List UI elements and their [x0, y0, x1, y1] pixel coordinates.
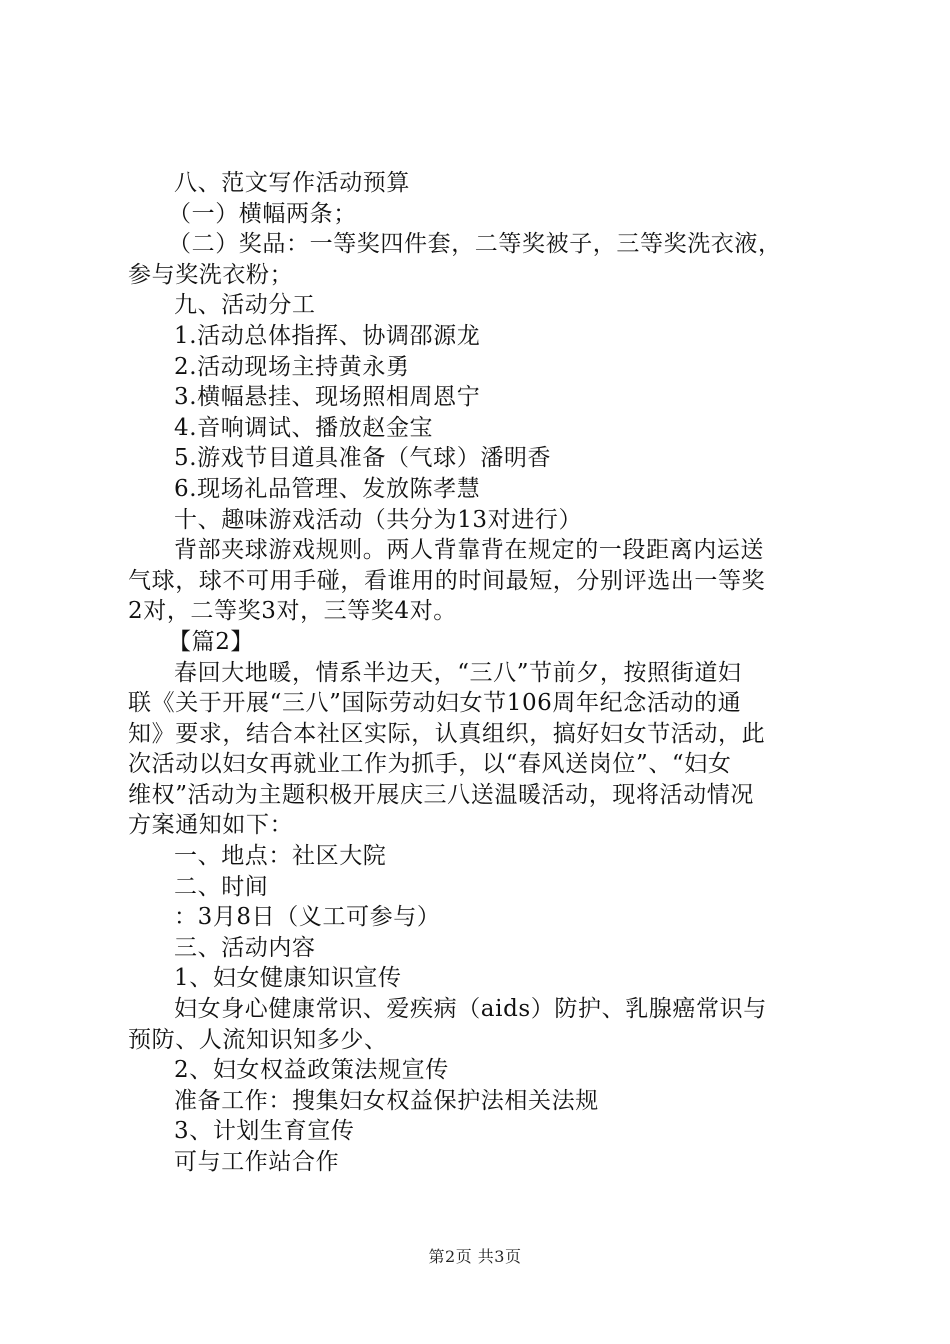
text-line: 1.活动总体指挥、协调邵源龙 — [174, 322, 481, 349]
text-line: 预防、人流知识知多少、 — [128, 1026, 388, 1053]
text-line: 维权”活动为主题积极开展庆三八送温暖活动，现将活动情况 — [128, 781, 754, 808]
text-line: 5.游戏节目道具准备（气球）潘明香 — [174, 445, 552, 472]
text-line: （二）奖品：一等奖四件套，二等奖被子，三等奖洗衣液， — [168, 231, 782, 258]
text-line: 1、妇女健康知识宣传 — [174, 965, 402, 992]
text-line: 春回大地暖，情系半边天，“三八”节前夕，按照街道妇 — [174, 659, 742, 686]
text-line: 6.现场礼品管理、发放陈孝慧 — [174, 475, 481, 502]
page-footer — [0, 1244, 950, 1267]
text-line: 【篇2】 — [168, 628, 255, 655]
text-line: 气球，球不可用手碰，看谁用的时间最短，分别评选出一等奖 — [128, 567, 766, 594]
text-line: 方案通知如下： — [128, 812, 294, 839]
text-line: 妇女身心健康常识、爱疾病（aids）防护、乳腺癌常识与 — [174, 996, 767, 1023]
text-line: 2.活动现场主持黄永勇 — [174, 353, 410, 380]
text-line: 可与工作站合作 — [174, 1149, 340, 1175]
text-line: 八、范文写作活动预算 — [174, 170, 410, 196]
text-line: 参与奖洗衣粉； — [128, 261, 294, 288]
text-line: 2、妇女权益政策法规宣传 — [174, 1057, 449, 1084]
text-line: 准备工作：搜集妇女权益保护法相关法规 — [174, 1087, 599, 1114]
text-line: 联《关于开展“三八”国际劳动妇女节106周年纪念活动的通 — [128, 690, 742, 717]
page-number: 第2页 共3页 — [428, 1247, 522, 1266]
text-line: 九、活动分工 — [174, 292, 316, 319]
document-body — [128, 168, 834, 1178]
text-line: 二、时间 — [174, 873, 269, 900]
text-line: 3.横幅悬挂、现场照相周恩宁 — [174, 384, 481, 411]
text-line: （一）横幅两条； — [168, 200, 357, 227]
text-line: 3、计划生育宣传 — [174, 1118, 355, 1145]
text-line: 4.音响调试、播放赵金宝 — [174, 414, 434, 441]
text-line: 十、趣味游戏活动（共分为13对进行） — [174, 506, 583, 533]
text-line: 知》要求，结合本社区实际，认真组织，搞好妇女节活动，此 — [128, 720, 766, 747]
text-line: 背部夹球游戏规则。两人背靠背在规定的一段距离内运送 — [174, 537, 764, 564]
text-line: 三、活动内容 — [174, 934, 316, 961]
text-line: ：3月8日（义工可参与） — [174, 904, 441, 931]
text-line: 次活动以妇女再就业工作为抓手，以“春风送岗位”、“妇女 — [128, 751, 732, 778]
text-line: 一、地点：社区大院 — [174, 843, 387, 870]
text-line: 2对，二等奖3对，三等奖4对。 — [128, 598, 457, 625]
